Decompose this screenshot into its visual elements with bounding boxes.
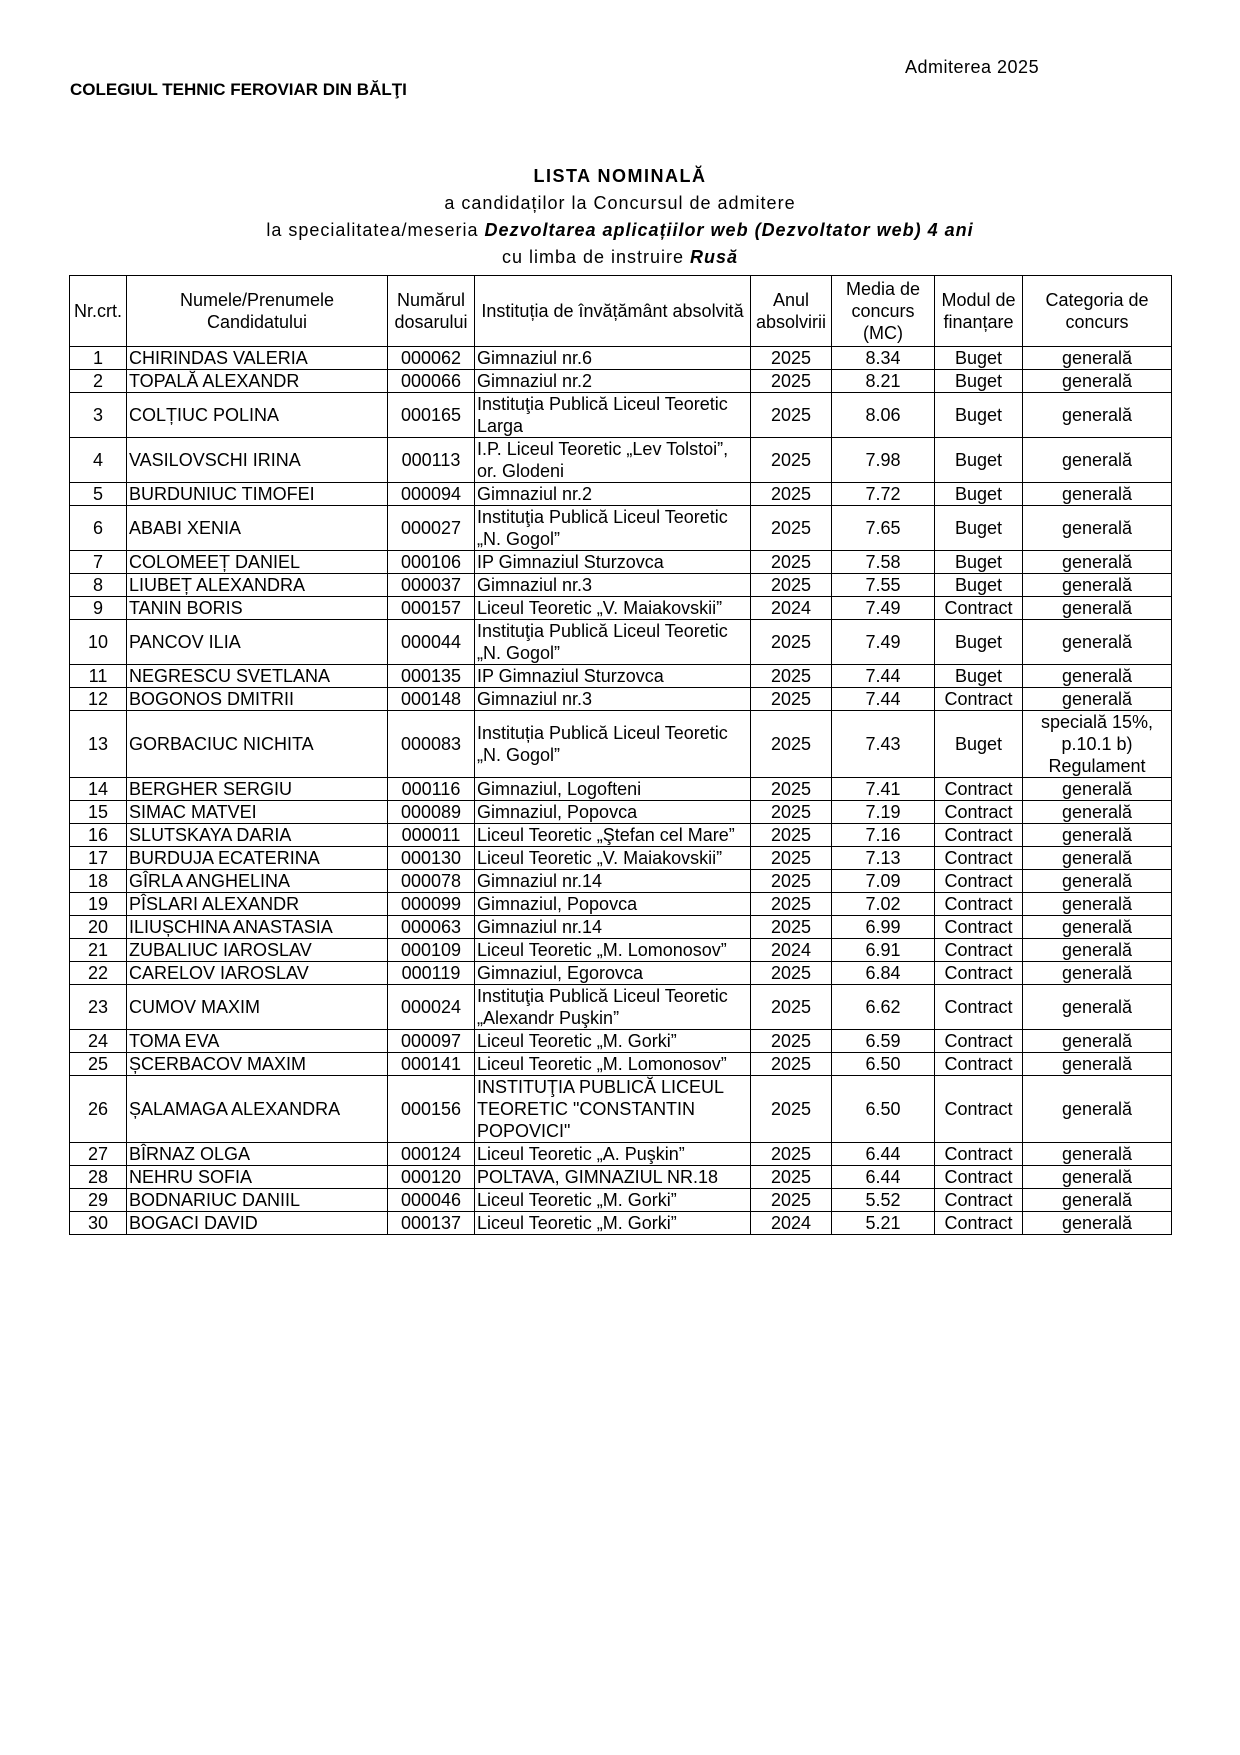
cell-candidate-name: ȘALAMAGA ALEXANDRA — [127, 1076, 388, 1143]
cell-graduation-year: 2025 — [751, 824, 832, 847]
cell-contest-average: 7.44 — [832, 665, 935, 688]
table-body — [70, 347, 1172, 1235]
cell-candidate-name: ZUBALIUC IAROSLAV — [127, 939, 388, 962]
cell-nr-crt: 6 — [70, 506, 127, 551]
language-line — [70, 244, 1170, 271]
cell-institution: Gimnaziul nr.2 — [475, 483, 751, 506]
cell-candidate-name: LIUBEȚ ALEXANDRA — [127, 574, 388, 597]
cell-funding-mode: Contract — [935, 688, 1023, 711]
cell-candidate-name: COLȚIUC POLINA — [127, 393, 388, 438]
cell-nr-crt: 14 — [70, 778, 127, 801]
cell-nr-crt: 11 — [70, 665, 127, 688]
cell-candidate-name: TOMA EVA — [127, 1030, 388, 1053]
cell-contest-average: 7.49 — [832, 620, 935, 665]
table-row — [70, 665, 1172, 688]
cell-contest-average: 7.09 — [832, 870, 935, 893]
cell-nr-crt: 9 — [70, 597, 127, 620]
cell-candidate-name: ILIUȘCHINA ANASTASIA — [127, 916, 388, 939]
cell-contest-average: 5.52 — [832, 1189, 935, 1212]
cell-institution: Instituţia Publică Liceul Teoretic „N. Gogol” — [475, 506, 751, 551]
cell-institution: Liceul Teoretic „M. Lomonosov” — [475, 939, 751, 962]
cell-graduation-year: 2025 — [751, 870, 832, 893]
cell-graduation-year: 2025 — [751, 801, 832, 824]
table-row — [70, 1053, 1172, 1076]
cell-candidate-name: BODNARIUC DANIIL — [127, 1189, 388, 1212]
cell-contest-category: generală — [1023, 347, 1172, 370]
cell-contest-average: 6.62 — [832, 985, 935, 1030]
admission-year-label: Admiterea 2025 — [905, 57, 1040, 77]
cell-funding-mode: Contract — [935, 847, 1023, 870]
table-row — [70, 847, 1172, 870]
cell-nr-crt: 2 — [70, 370, 127, 393]
cell-contest-category: generală — [1023, 1053, 1172, 1076]
cell-nr-crt: 13 — [70, 711, 127, 778]
column-header-file-number: Numărul dosarului — [388, 276, 475, 347]
table-row — [70, 506, 1172, 551]
table-row — [70, 438, 1172, 483]
document-heading — [70, 163, 1170, 271]
cell-graduation-year: 2025 — [751, 711, 832, 778]
cell-contest-average: 6.99 — [832, 916, 935, 939]
cell-graduation-year: 2025 — [751, 962, 832, 985]
cell-nr-crt: 19 — [70, 893, 127, 916]
cell-contest-average: 7.41 — [832, 778, 935, 801]
cell-funding-mode: Contract — [935, 870, 1023, 893]
cell-nr-crt: 20 — [70, 916, 127, 939]
specialty-prefix: la specialitatea/meseria — [266, 220, 485, 240]
cell-file-number: 000109 — [388, 939, 475, 962]
cell-file-number: 000099 — [388, 893, 475, 916]
cell-contest-category: generală — [1023, 393, 1172, 438]
cell-contest-average: 7.02 — [832, 893, 935, 916]
cell-contest-average: 7.65 — [832, 506, 935, 551]
cell-graduation-year: 2024 — [751, 597, 832, 620]
cell-funding-mode: Contract — [935, 1143, 1023, 1166]
cell-institution: Gimnaziul nr.2 — [475, 370, 751, 393]
cell-funding-mode: Buget — [935, 620, 1023, 665]
column-header-contest-average: Media de concurs (MC) — [832, 276, 935, 347]
cell-funding-mode: Buget — [935, 551, 1023, 574]
cell-contest-average: 6.44 — [832, 1166, 935, 1189]
cell-contest-average: 6.50 — [832, 1076, 935, 1143]
candidates-table — [69, 275, 1172, 1235]
cell-file-number: 000141 — [388, 1053, 475, 1076]
table-row — [70, 1076, 1172, 1143]
cell-contest-average: 7.43 — [832, 711, 935, 778]
cell-file-number: 000066 — [388, 370, 475, 393]
cell-file-number: 000113 — [388, 438, 475, 483]
cell-candidate-name: SLUTSKAYA DARIA — [127, 824, 388, 847]
column-header-nr-crt: Nr.crt. — [70, 276, 127, 347]
cell-file-number: 000089 — [388, 801, 475, 824]
cell-graduation-year: 2025 — [751, 506, 832, 551]
table-row — [70, 574, 1172, 597]
cell-contest-category: generală — [1023, 620, 1172, 665]
cell-contest-category: generală — [1023, 1212, 1172, 1235]
cell-candidate-name: ABABI XENIA — [127, 506, 388, 551]
cell-contest-average: 6.91 — [832, 939, 935, 962]
cell-contest-category: generală — [1023, 1030, 1172, 1053]
cell-institution: Liceul Teoretic „M. Lomonosov” — [475, 1053, 751, 1076]
cell-file-number: 000062 — [388, 347, 475, 370]
cell-funding-mode: Contract — [935, 778, 1023, 801]
cell-contest-category: generală — [1023, 824, 1172, 847]
table-row — [70, 688, 1172, 711]
table-row — [70, 985, 1172, 1030]
cell-file-number: 000165 — [388, 393, 475, 438]
cell-contest-average: 7.19 — [832, 801, 935, 824]
cell-contest-average: 7.55 — [832, 574, 935, 597]
cell-graduation-year: 2025 — [751, 1030, 832, 1053]
cell-nr-crt: 7 — [70, 551, 127, 574]
cell-file-number: 000148 — [388, 688, 475, 711]
cell-contest-average: 8.06 — [832, 393, 935, 438]
cell-candidate-name: TANIN BORIS — [127, 597, 388, 620]
table-row — [70, 393, 1172, 438]
cell-nr-crt: 18 — [70, 870, 127, 893]
cell-funding-mode: Contract — [935, 893, 1023, 916]
cell-candidate-name: BOGACI DAVID — [127, 1212, 388, 1235]
cell-funding-mode: Contract — [935, 985, 1023, 1030]
table-row — [70, 1166, 1172, 1189]
cell-funding-mode: Contract — [935, 801, 1023, 824]
cell-candidate-name: CUMOV MAXIM — [127, 985, 388, 1030]
cell-funding-mode: Buget — [935, 347, 1023, 370]
cell-contest-average: 7.58 — [832, 551, 935, 574]
cell-contest-average: 7.44 — [832, 688, 935, 711]
college-name: COLEGIUL TEHNIC FEROVIAR DIN BĂLŢI — [70, 80, 407, 99]
cell-institution: IP Gimnaziul Sturzovca — [475, 665, 751, 688]
cell-institution: Gimnaziul, Egorovca — [475, 962, 751, 985]
cell-graduation-year: 2025 — [751, 778, 832, 801]
column-header-funding-mode: Modul de finanțare — [935, 276, 1023, 347]
cell-contest-category: generală — [1023, 985, 1172, 1030]
cell-nr-crt: 29 — [70, 1189, 127, 1212]
table-row — [70, 370, 1172, 393]
table-row — [70, 778, 1172, 801]
cell-file-number: 000124 — [388, 1143, 475, 1166]
column-header-institution: Instituția de învățământ absolvită — [475, 276, 751, 347]
cell-contest-category: generală — [1023, 870, 1172, 893]
specialty-line — [70, 217, 1170, 244]
table-row — [70, 1143, 1172, 1166]
cell-nr-crt: 30 — [70, 1212, 127, 1235]
cell-graduation-year: 2025 — [751, 665, 832, 688]
cell-institution: I.P. Liceul Teoretic „Lev Tolstoi”, or. Glodeni — [475, 438, 751, 483]
cell-graduation-year: 2025 — [751, 551, 832, 574]
cell-nr-crt: 5 — [70, 483, 127, 506]
cell-graduation-year: 2025 — [751, 370, 832, 393]
cell-contest-average: 7.98 — [832, 438, 935, 483]
cell-file-number: 000135 — [388, 665, 475, 688]
cell-institution: Liceul Teoretic „V. Maiakovskii” — [475, 597, 751, 620]
cell-graduation-year: 2025 — [751, 393, 832, 438]
cell-nr-crt: 16 — [70, 824, 127, 847]
cell-contest-category: generală — [1023, 574, 1172, 597]
cell-candidate-name: VASILOVSCHI IRINA — [127, 438, 388, 483]
cell-graduation-year: 2024 — [751, 1212, 832, 1235]
cell-candidate-name: TOPALĂ ALEXANDR — [127, 370, 388, 393]
table-row — [70, 962, 1172, 985]
cell-file-number: 000120 — [388, 1166, 475, 1189]
cell-candidate-name: NEHRU SOFIA — [127, 1166, 388, 1189]
cell-file-number: 000063 — [388, 916, 475, 939]
cell-file-number: 000024 — [388, 985, 475, 1030]
cell-funding-mode: Contract — [935, 1166, 1023, 1189]
cell-file-number: 000106 — [388, 551, 475, 574]
cell-file-number: 000011 — [388, 824, 475, 847]
table-row — [70, 939, 1172, 962]
cell-candidate-name: GORBACIUC NICHITA — [127, 711, 388, 778]
cell-institution: Gimnaziul nr.3 — [475, 574, 751, 597]
cell-funding-mode: Buget — [935, 506, 1023, 551]
cell-file-number: 000037 — [388, 574, 475, 597]
cell-contest-category: generală — [1023, 370, 1172, 393]
cell-graduation-year: 2025 — [751, 893, 832, 916]
cell-graduation-year: 2025 — [751, 847, 832, 870]
table-row — [70, 801, 1172, 824]
cell-graduation-year: 2025 — [751, 620, 832, 665]
cell-contest-average: 8.34 — [832, 347, 935, 370]
cell-contest-category: generală — [1023, 1189, 1172, 1212]
cell-contest-category: generală — [1023, 893, 1172, 916]
cell-institution: INSTITUŢIA PUBLICĂ LICEUL TEORETIC "CONSTANTIN POPOVICI" — [475, 1076, 751, 1143]
cell-funding-mode: Contract — [935, 1053, 1023, 1076]
cell-graduation-year: 2025 — [751, 483, 832, 506]
cell-file-number: 000044 — [388, 620, 475, 665]
cell-candidate-name: BERGHER SERGIU — [127, 778, 388, 801]
cell-file-number: 000137 — [388, 1212, 475, 1235]
list-title: LISTA NOMINALĂ — [533, 166, 707, 186]
cell-institution: Gimnaziul, Logofteni — [475, 778, 751, 801]
cell-institution: Gimnaziul, Popovca — [475, 801, 751, 824]
cell-graduation-year: 2024 — [751, 939, 832, 962]
cell-candidate-name: NEGRESCU SVETLANA — [127, 665, 388, 688]
cell-institution: Gimnaziul nr.6 — [475, 347, 751, 370]
table-row — [70, 483, 1172, 506]
cell-candidate-name: COLOMEEȚ DANIEL — [127, 551, 388, 574]
cell-graduation-year: 2025 — [751, 916, 832, 939]
cell-nr-crt: 25 — [70, 1053, 127, 1076]
cell-candidate-name: GÎRLA ANGHELINA — [127, 870, 388, 893]
cell-file-number: 000083 — [388, 711, 475, 778]
cell-contest-category: generală — [1023, 1076, 1172, 1143]
cell-graduation-year: 2025 — [751, 347, 832, 370]
cell-contest-category: generală — [1023, 1143, 1172, 1166]
cell-funding-mode: Contract — [935, 962, 1023, 985]
cell-contest-average: 7.72 — [832, 483, 935, 506]
cell-funding-mode: Buget — [935, 483, 1023, 506]
cell-funding-mode: Contract — [935, 1189, 1023, 1212]
list-subtitle: a candidaților la Concursul de admitere — [444, 193, 796, 213]
cell-institution: Instituţia Publică Liceul Teoretic Larga — [475, 393, 751, 438]
cell-institution: Liceul Teoretic „M. Gorki” — [475, 1212, 751, 1235]
cell-candidate-name: SIMAC MATVEI — [127, 801, 388, 824]
cell-funding-mode: Contract — [935, 939, 1023, 962]
cell-contest-category: generală — [1023, 939, 1172, 962]
cell-institution: Liceul Teoretic „M. Gorki” — [475, 1030, 751, 1053]
cell-contest-category: generală — [1023, 551, 1172, 574]
cell-file-number: 000130 — [388, 847, 475, 870]
cell-nr-crt: 1 — [70, 347, 127, 370]
cell-contest-category: generală — [1023, 597, 1172, 620]
cell-nr-crt: 24 — [70, 1030, 127, 1053]
cell-contest-category: generală — [1023, 847, 1172, 870]
cell-file-number: 000078 — [388, 870, 475, 893]
table-row — [70, 1189, 1172, 1212]
cell-funding-mode: Buget — [935, 370, 1023, 393]
cell-file-number: 000156 — [388, 1076, 475, 1143]
column-header-candidate-name: Numele/Prenumele Candidatului — [127, 276, 388, 347]
cell-file-number: 000157 — [388, 597, 475, 620]
table-row — [70, 1030, 1172, 1053]
cell-candidate-name: PANCOV ILIA — [127, 620, 388, 665]
cell-nr-crt: 12 — [70, 688, 127, 711]
cell-graduation-year: 2025 — [751, 1189, 832, 1212]
cell-institution: Liceul Teoretic „A. Puşkin” — [475, 1143, 751, 1166]
cell-candidate-name: ȘCERBACOV MAXIM — [127, 1053, 388, 1076]
cell-institution: Liceul Teoretic „V. Maiakovskii” — [475, 847, 751, 870]
cell-candidate-name: CARELOV IAROSLAV — [127, 962, 388, 985]
cell-nr-crt: 21 — [70, 939, 127, 962]
cell-institution: Instituţia Publică Liceul Teoretic „N. Gogol” — [475, 620, 751, 665]
cell-candidate-name: BURDUNIUC TIMOFEI — [127, 483, 388, 506]
cell-file-number: 000116 — [388, 778, 475, 801]
cell-institution: Gimnaziul nr.3 — [475, 688, 751, 711]
cell-nr-crt: 4 — [70, 438, 127, 483]
table-row — [70, 347, 1172, 370]
cell-nr-crt: 27 — [70, 1143, 127, 1166]
cell-graduation-year: 2025 — [751, 1166, 832, 1189]
cell-nr-crt: 26 — [70, 1076, 127, 1143]
cell-funding-mode: Contract — [935, 916, 1023, 939]
cell-contest-average: 6.50 — [832, 1053, 935, 1076]
cell-contest-category: generală — [1023, 962, 1172, 985]
column-header-graduation-year: Anul absolvirii — [751, 276, 832, 347]
cell-contest-category: generală — [1023, 483, 1172, 506]
cell-graduation-year: 2025 — [751, 438, 832, 483]
cell-file-number: 000027 — [388, 506, 475, 551]
cell-nr-crt: 3 — [70, 393, 127, 438]
cell-contest-category: generală — [1023, 506, 1172, 551]
cell-funding-mode: Buget — [935, 438, 1023, 483]
table-row — [70, 870, 1172, 893]
table-row — [70, 620, 1172, 665]
cell-contest-category: generală — [1023, 665, 1172, 688]
cell-file-number: 000119 — [388, 962, 475, 985]
cell-institution: IP Gimnaziul Sturzovca — [475, 551, 751, 574]
cell-funding-mode: Buget — [935, 711, 1023, 778]
cell-candidate-name: BURDUJA ECATERINA — [127, 847, 388, 870]
cell-institution: Instituţia Publică Liceul Teoretic „Alexandr Puşkin” — [475, 985, 751, 1030]
cell-funding-mode: Contract — [935, 824, 1023, 847]
cell-funding-mode: Contract — [935, 1076, 1023, 1143]
cell-institution: Gimnaziul nr.14 — [475, 916, 751, 939]
language-name: Rusă — [690, 247, 739, 267]
cell-file-number: 000097 — [388, 1030, 475, 1053]
cell-contest-category: generală — [1023, 801, 1172, 824]
cell-funding-mode: Contract — [935, 1030, 1023, 1053]
table-row — [70, 711, 1172, 778]
cell-contest-average: 7.16 — [832, 824, 935, 847]
column-header-contest-category: Categoria de concurs — [1023, 276, 1172, 347]
cell-nr-crt: 17 — [70, 847, 127, 870]
table-row — [70, 551, 1172, 574]
cell-contest-category: generală — [1023, 1166, 1172, 1189]
cell-contest-category: specială 15%, p.10.1 b) Regulament — [1023, 711, 1172, 778]
cell-institution: Instituția Publică Liceul Teoretic „N. Gogol” — [475, 711, 751, 778]
cell-institution: Gimnaziul nr.14 — [475, 870, 751, 893]
cell-funding-mode: Buget — [935, 665, 1023, 688]
specialty-name: Dezvoltarea aplicațiilor web (Dezvoltator web) 4 ani — [484, 220, 974, 240]
cell-graduation-year: 2025 — [751, 1143, 832, 1166]
table-row — [70, 916, 1172, 939]
table-row — [70, 597, 1172, 620]
cell-funding-mode: Contract — [935, 597, 1023, 620]
cell-contest-average: 6.59 — [832, 1030, 935, 1053]
table-row — [70, 1212, 1172, 1235]
cell-contest-average: 6.84 — [832, 962, 935, 985]
cell-funding-mode: Buget — [935, 393, 1023, 438]
cell-contest-average: 8.21 — [832, 370, 935, 393]
cell-contest-category: generală — [1023, 916, 1172, 939]
cell-graduation-year: 2025 — [751, 985, 832, 1030]
cell-candidate-name: BOGONOS DMITRII — [127, 688, 388, 711]
cell-candidate-name: CHIRINDAS VALERIA — [127, 347, 388, 370]
cell-nr-crt: 23 — [70, 985, 127, 1030]
cell-institution: POLTAVA, GIMNAZIUL NR.18 — [475, 1166, 751, 1189]
cell-file-number: 000094 — [388, 483, 475, 506]
cell-file-number: 000046 — [388, 1189, 475, 1212]
cell-candidate-name: PÎSLARI ALEXANDR — [127, 893, 388, 916]
cell-contest-category: generală — [1023, 438, 1172, 483]
cell-graduation-year: 2025 — [751, 688, 832, 711]
cell-institution: Liceul Teoretic „Ştefan cel Mare” — [475, 824, 751, 847]
cell-contest-average: 6.44 — [832, 1143, 935, 1166]
cell-contest-category: generală — [1023, 778, 1172, 801]
cell-institution: Gimnaziul, Popovca — [475, 893, 751, 916]
cell-nr-crt: 22 — [70, 962, 127, 985]
cell-graduation-year: 2025 — [751, 1076, 832, 1143]
language-prefix: cu limba de instruire — [501, 247, 691, 267]
table-row — [70, 824, 1172, 847]
cell-nr-crt: 28 — [70, 1166, 127, 1189]
table-header — [70, 276, 1172, 347]
cell-funding-mode: Contract — [935, 1212, 1023, 1235]
table-row — [70, 893, 1172, 916]
cell-contest-average: 5.21 — [832, 1212, 935, 1235]
cell-contest-category: generală — [1023, 688, 1172, 711]
cell-nr-crt: 10 — [70, 620, 127, 665]
cell-contest-average: 7.49 — [832, 597, 935, 620]
cell-graduation-year: 2025 — [751, 1053, 832, 1076]
cell-nr-crt: 8 — [70, 574, 127, 597]
cell-institution: Liceul Teoretic „M. Gorki” — [475, 1189, 751, 1212]
cell-graduation-year: 2025 — [751, 574, 832, 597]
cell-nr-crt: 15 — [70, 801, 127, 824]
cell-candidate-name: BÎRNAZ OLGA — [127, 1143, 388, 1166]
header-row — [70, 276, 1172, 347]
cell-contest-average: 7.13 — [832, 847, 935, 870]
cell-funding-mode: Buget — [935, 574, 1023, 597]
